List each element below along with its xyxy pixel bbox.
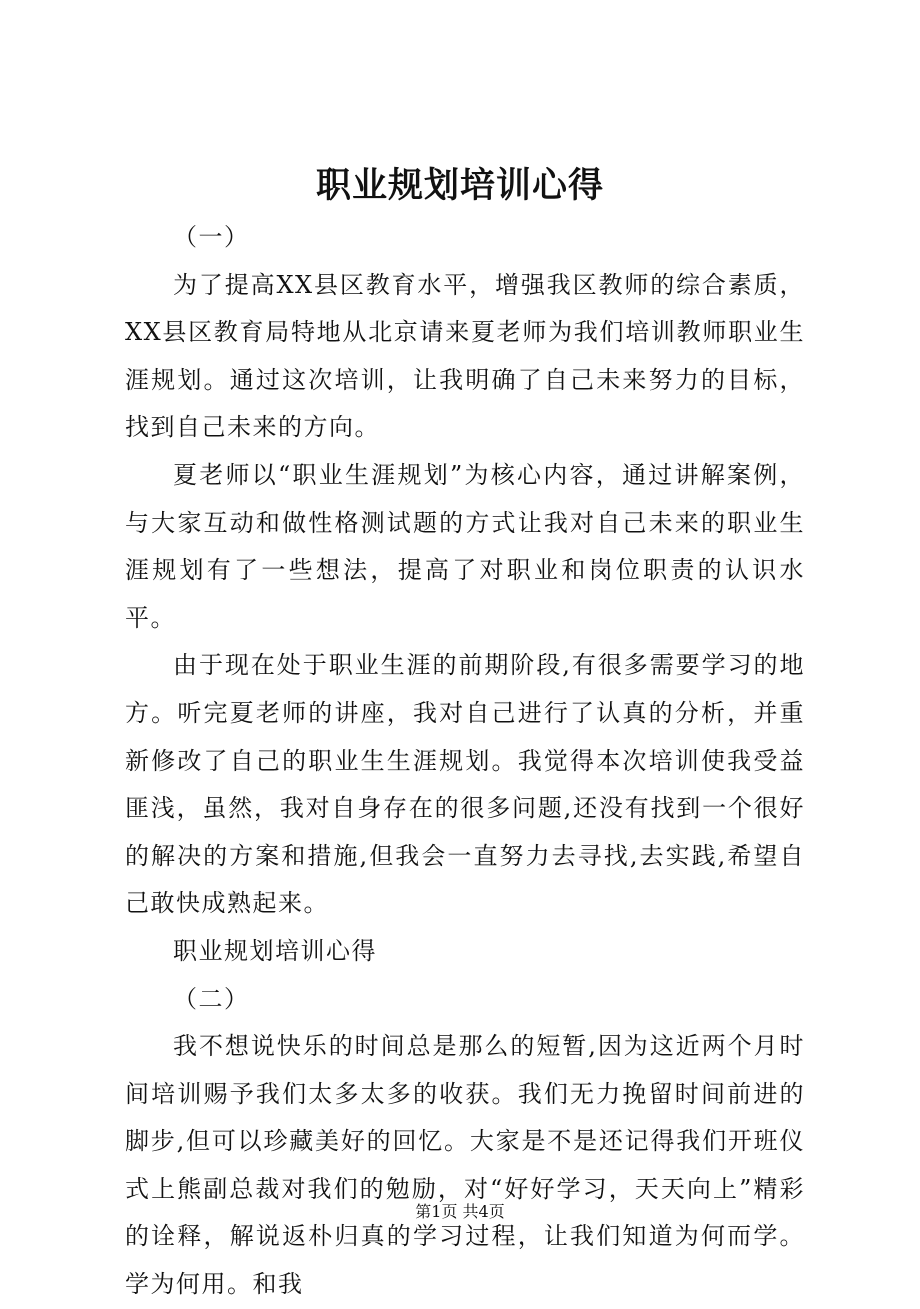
document-title: 职业规划培训心得 (315, 165, 604, 206)
section-marker-2: （二） (173, 984, 250, 1013)
paragraph-1: 为了提高XX县区教育水平，增强我区教师的综合素质，XX县区教育局特地从北京请来夏老师为我们培训教师职业生涯规划。通过这次培训，让我明确了自己未来努力的目标，找到自己未来的方向。 (125, 270, 805, 442)
subheading: 职业规划培训心得 (173, 936, 377, 965)
paragraph-3: 由于现在处于职业生涯的前期阶段,有很多需要学习的地方。听完夏老师的讲座，我对自己进行了认真的分析，并重新修改了自己的职业生生涯规划。我觉得本次培训使我受益匪浅，虽然，我对自身存在的很多问题,还没有找到一个很好的解决的方案和措施,但我会一直努力去寻找,去实践,希望自己敢快成熟起来。 (125, 651, 805, 918)
page-footer: 第1页 共4页 (415, 1202, 505, 1221)
document-body (125, 214, 805, 1309)
section-marker-1: （一） (173, 223, 250, 251)
paragraph-4: 我不想说快乐的时间总是那么的短暂,因为这近两个月时间培训赐予我们太多太多的收获。我们无力挽留时间前进的脚步,但可以珍藏美好的回忆。大家是不是还记得我们开班仪式上熊副总裁对我们的勉励，对“好好学习，天天向上”精彩的诠释，解说返朴归真的学习过程，让我们知道为何而学。学为何用。和我 (125, 1032, 805, 1299)
paragraph-2: 夏老师以“职业生涯规划”为核心内容，通过讲解案例，与大家互动和做性格测试题的方式让我对自己未来的职业生涯规划有了一些想法，提高了对职业和岗位职责的认识水平。 (125, 460, 805, 632)
